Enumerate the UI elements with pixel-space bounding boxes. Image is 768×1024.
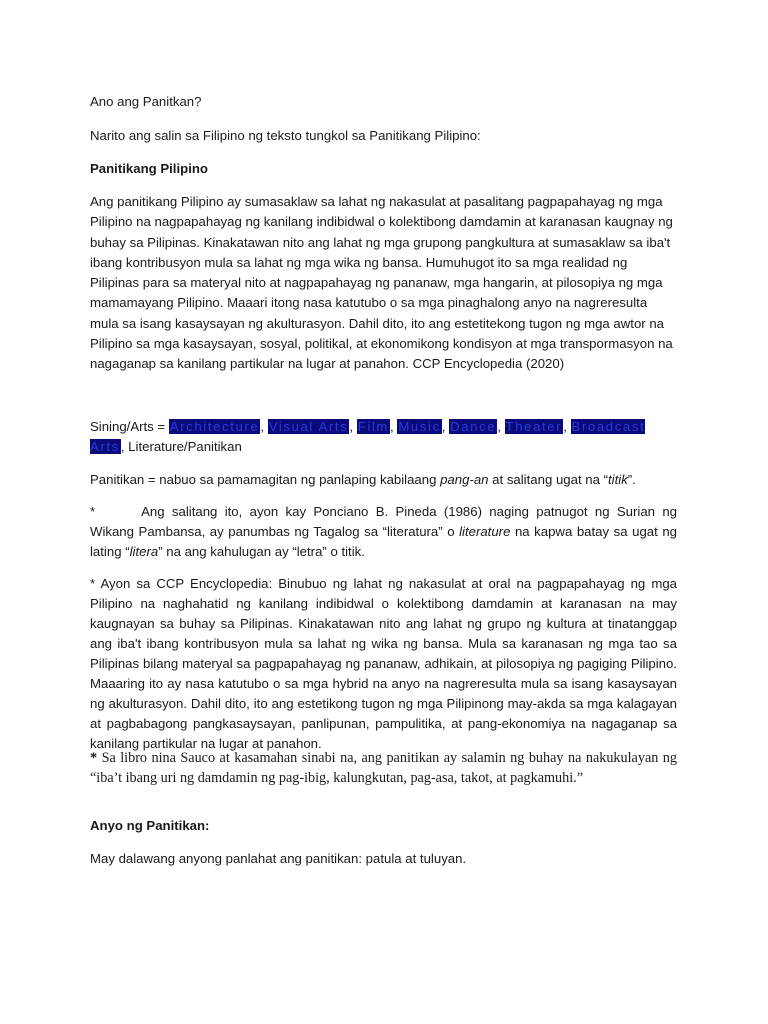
link-dance[interactable]: Dance — [450, 419, 497, 434]
separator: , — [441, 419, 450, 434]
definition-text — [90, 470, 677, 490]
intro-text: Narito ang salin sa Filipino ng teksto tungkol sa Panitikang Pilipino: — [90, 128, 481, 143]
note-bullet: * — [90, 504, 96, 519]
note-emphasis: literature — [459, 524, 511, 539]
link-architecture[interactable]: Architecture — [169, 419, 260, 434]
note-text: Sa libro nina Sauco at kasamahan sinabi na, ang panitikan ay salamin ng buhay na nakukulayan ng “iba’t ibang uri ng damdamin ng pag-ibig, kalungkutan, pag-asa, takot, at pagkamuhi.” — [90, 750, 677, 786]
note-bullet: * — [90, 750, 98, 766]
definition-part: at salitang ugat na “ — [488, 472, 608, 487]
definition-part: Panitikan = nabuo sa pamamagitan ng panlaping kabilaang — [90, 472, 441, 487]
paragraph-panitikang-pilipino: Ang panitikang Pilipino ay sumasaklaw sa lahat ng nakasulat at pasalitang pagpapahayag ng mga Pilipino na nagpapahayag ng kanilang indibidwal o kolektibong damdamin at karanasan kaugnay ng buhay sa Pilipinas. Kinakatawan nito ang lahat ng mga grupong pangkultura at sumasaklaw sa iba't ibang kontribusyon mula sa lahat ng mga wika ng bansa. Humuhugot ito sa mga realidad ng Pilipinas para sa materyal nito at nagpapahayag ng pananaw, mga hangarin, at pilosopiya ng mga mamamayang Pilipino. Maaari itong nasa katutubo o sa mga pinaghalong anyo na nagreresulta mula sa isang kasaysayan ng akulturasyon. Dahil dito, ito ang estetitekong tugon ng mga awtor na Pilipino sa mga kasaysayan, sosyal, politikal, at ekonomikong kondisyon at mga transpormasyon na nagaganap sa kanilang partikular na lugar at panahon. CCP Encyclopedia (2020) — [90, 194, 673, 372]
arts-line — [90, 417, 677, 457]
heading-panitikang-pilipino: Panitikang Pilipino — [90, 161, 208, 176]
heading-anyo-ng-panitikan: Anyo ng Panitikan: — [90, 818, 210, 833]
arts-prefix: Sining/Arts = — [90, 419, 169, 434]
definition-root: titik — [608, 472, 628, 487]
question-title: Ano ang Panitkan? — [90, 94, 202, 109]
note-text: Ang salitang ito, ayon kay Ponciano B. Pineda (1986) naging patnugot ng Surian ng Wikang Pambansa, ay panumbas ng Tagalog sa “literatura” o — [90, 504, 677, 539]
definition-part: ”. — [627, 472, 636, 487]
link-broadcast-arts[interactable]: Broadcast Arts — [90, 419, 646, 454]
note-pineda — [90, 502, 677, 562]
separator: , — [260, 419, 268, 434]
note-text: na kapwa batay sa ugat ng lating “ — [90, 524, 677, 559]
link-music[interactable]: Music — [398, 419, 441, 434]
separator: , — [390, 419, 398, 434]
arts-suffix: , Literature/Panitikan — [120, 439, 242, 454]
note-ccp-encyclopedia: * Ayon sa CCP Encyclopedia: Binubuo ng lahat ng nakasulat at oral na pagpapahayag ng mga Pilipino na naghahatid ng kanilang indibidwal o kolektibong damdamin at karanasan na may kaugnayan sa buhay sa Pilipinas. Kinakatawan nito ang lahat ng grupo ng kultura at tinatanggap ang iba't ibang kontribusyon mula sa lahat ng wika ng bansa. Mula sa karanasan ng mga tao sa Pilipinas bilang materyal sa pagpapahayag ng pananaw, adhikain, at pilosopiya ng pagiging Pilipino. Maaaring ito ay nasa katutubo o sa mga hybrid na anyo na nagreresulta mula sa isang kasaysayan ng akulturasyon. Dahil dito, ito ang estetikong tugon ng mga Pilipinong may-akda sa mga kalagayan at pagbabagong pangkasaysayan, panlipunan, pampulitika, at pang-ekonomiya na nagaganap sa kanilang partikular na lugar at panahon. — [90, 576, 677, 751]
separator: , — [349, 419, 357, 434]
separator: , — [563, 419, 571, 434]
separator: , — [497, 419, 505, 434]
link-theater[interactable]: Theater — [505, 419, 563, 434]
link-visual-arts[interactable]: Visual Arts — [268, 419, 349, 434]
note-emphasis: litera — [129, 544, 159, 559]
definition-affix: pang-an — [440, 472, 489, 487]
closing-text: May dalawang anyong panlahat ang panitikan: patula at tuluyan. — [90, 851, 467, 866]
link-film[interactable]: Film — [357, 419, 389, 434]
note-text: ” na ang kahulugan ay “letra” o titik. — [158, 544, 365, 559]
note-sauco — [90, 748, 677, 788]
